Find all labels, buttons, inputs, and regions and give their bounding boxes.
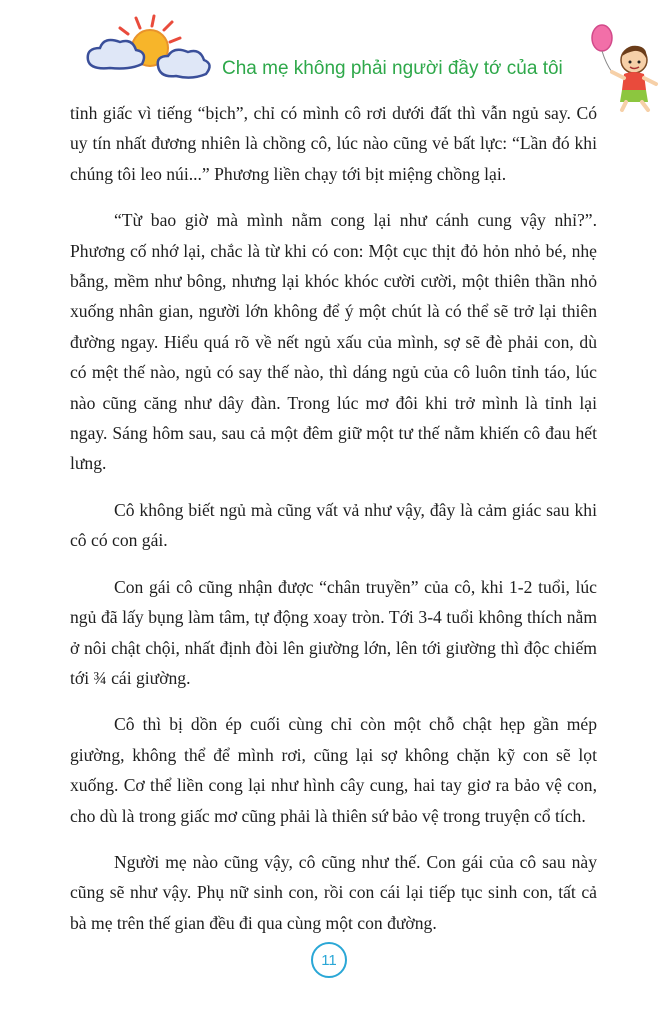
page-number: 11 [311, 942, 347, 978]
body-text [70, 98, 597, 954]
page-header [0, 0, 666, 110]
running-header-title: Cha mẹ không phải người đầy tớ của tôi [222, 58, 563, 79]
cloud-sun-icon [80, 14, 220, 90]
paragraph: Con gái cô cũng nhận được “chân truyền” của cô, khi 1-2 tuổi, lúc ngủ đã lấy bụng làm tâm, tự động xoay tròn. Tới 3-4 tuổi không thích nằm ở nôi chật chội, nhất định đòi lên giường lớn, lên tới giường thì độc chiếm tới ¾ cái giường. [70, 576, 597, 688]
paragraph: tỉnh giấc vì tiếng “bịch”, chỉ có mình cô rơi dưới đất thì vẫn ngủ say. Có uy tín nhất đương nhiên là chồng cô, lúc nào cũng vẻ bất lực: “Lần đó khi chúng tôi leo núi...” Phương liền chạy tới bịt miệng chồng lại. [70, 103, 597, 184]
paragraph: Người mẹ nào cũng vậy, cô cũng như thế. Con gái của cô sau này cũng sẽ như vậy. Phụ nữ sinh con, rồi con cái lại tiếp tục sinh con, tất cả bà mẹ trên thế gian đều đi qua cùng một con đường. [70, 851, 597, 933]
paragraph: “Từ bao giờ mà mình nằm cong lại như cánh cung vậy nhỉ?”. Phương cố nhớ lại, chắc là từ khi có con: Một cục thịt đỏ hỏn nhỏ bé, nhẹ bẫng, mềm như bông, nhưng lại khóc khóc cười cười, một thiên thần nhỏ xuống nhân gian, người lớn không để ý một chút là có thể sẽ trở lại thiên đường ngay. Hiểu quá rõ về nết ngủ xấu của mình, sợ sẽ đè phải con, dù có mệt thế nào, ngủ có say thế nào, thì dáng ngủ của cô luôn tỉnh táo, lúc nào cũng căng như dây đàn. Trong lúc mơ đôi khi trở mình là tỉnh lại ngay. Sáng hôm sau, sau cả một đêm giữ một tư thế nằm khiến cô đau hết lưng. [70, 210, 597, 474]
paragraph: Cô thì bị dồn ép cuối cùng chỉ còn một chỗ chật hẹp gần mép giường, không thể để mình rơi, cũng lại sợ không chặn kỹ con sẽ lọt xuống. Cơ thể liền cong lại như hình cây cung, hai tay giơ ra bảo vệ con, cho dù là trong giấc mơ cũng phải là thiên sứ bảo vệ trong truyện cổ tích. [70, 714, 597, 826]
paragraph: Cô không biết ngủ mà cũng vất vả như vậy, đây là cảm giác sau khi cô có con gái. [70, 499, 597, 551]
